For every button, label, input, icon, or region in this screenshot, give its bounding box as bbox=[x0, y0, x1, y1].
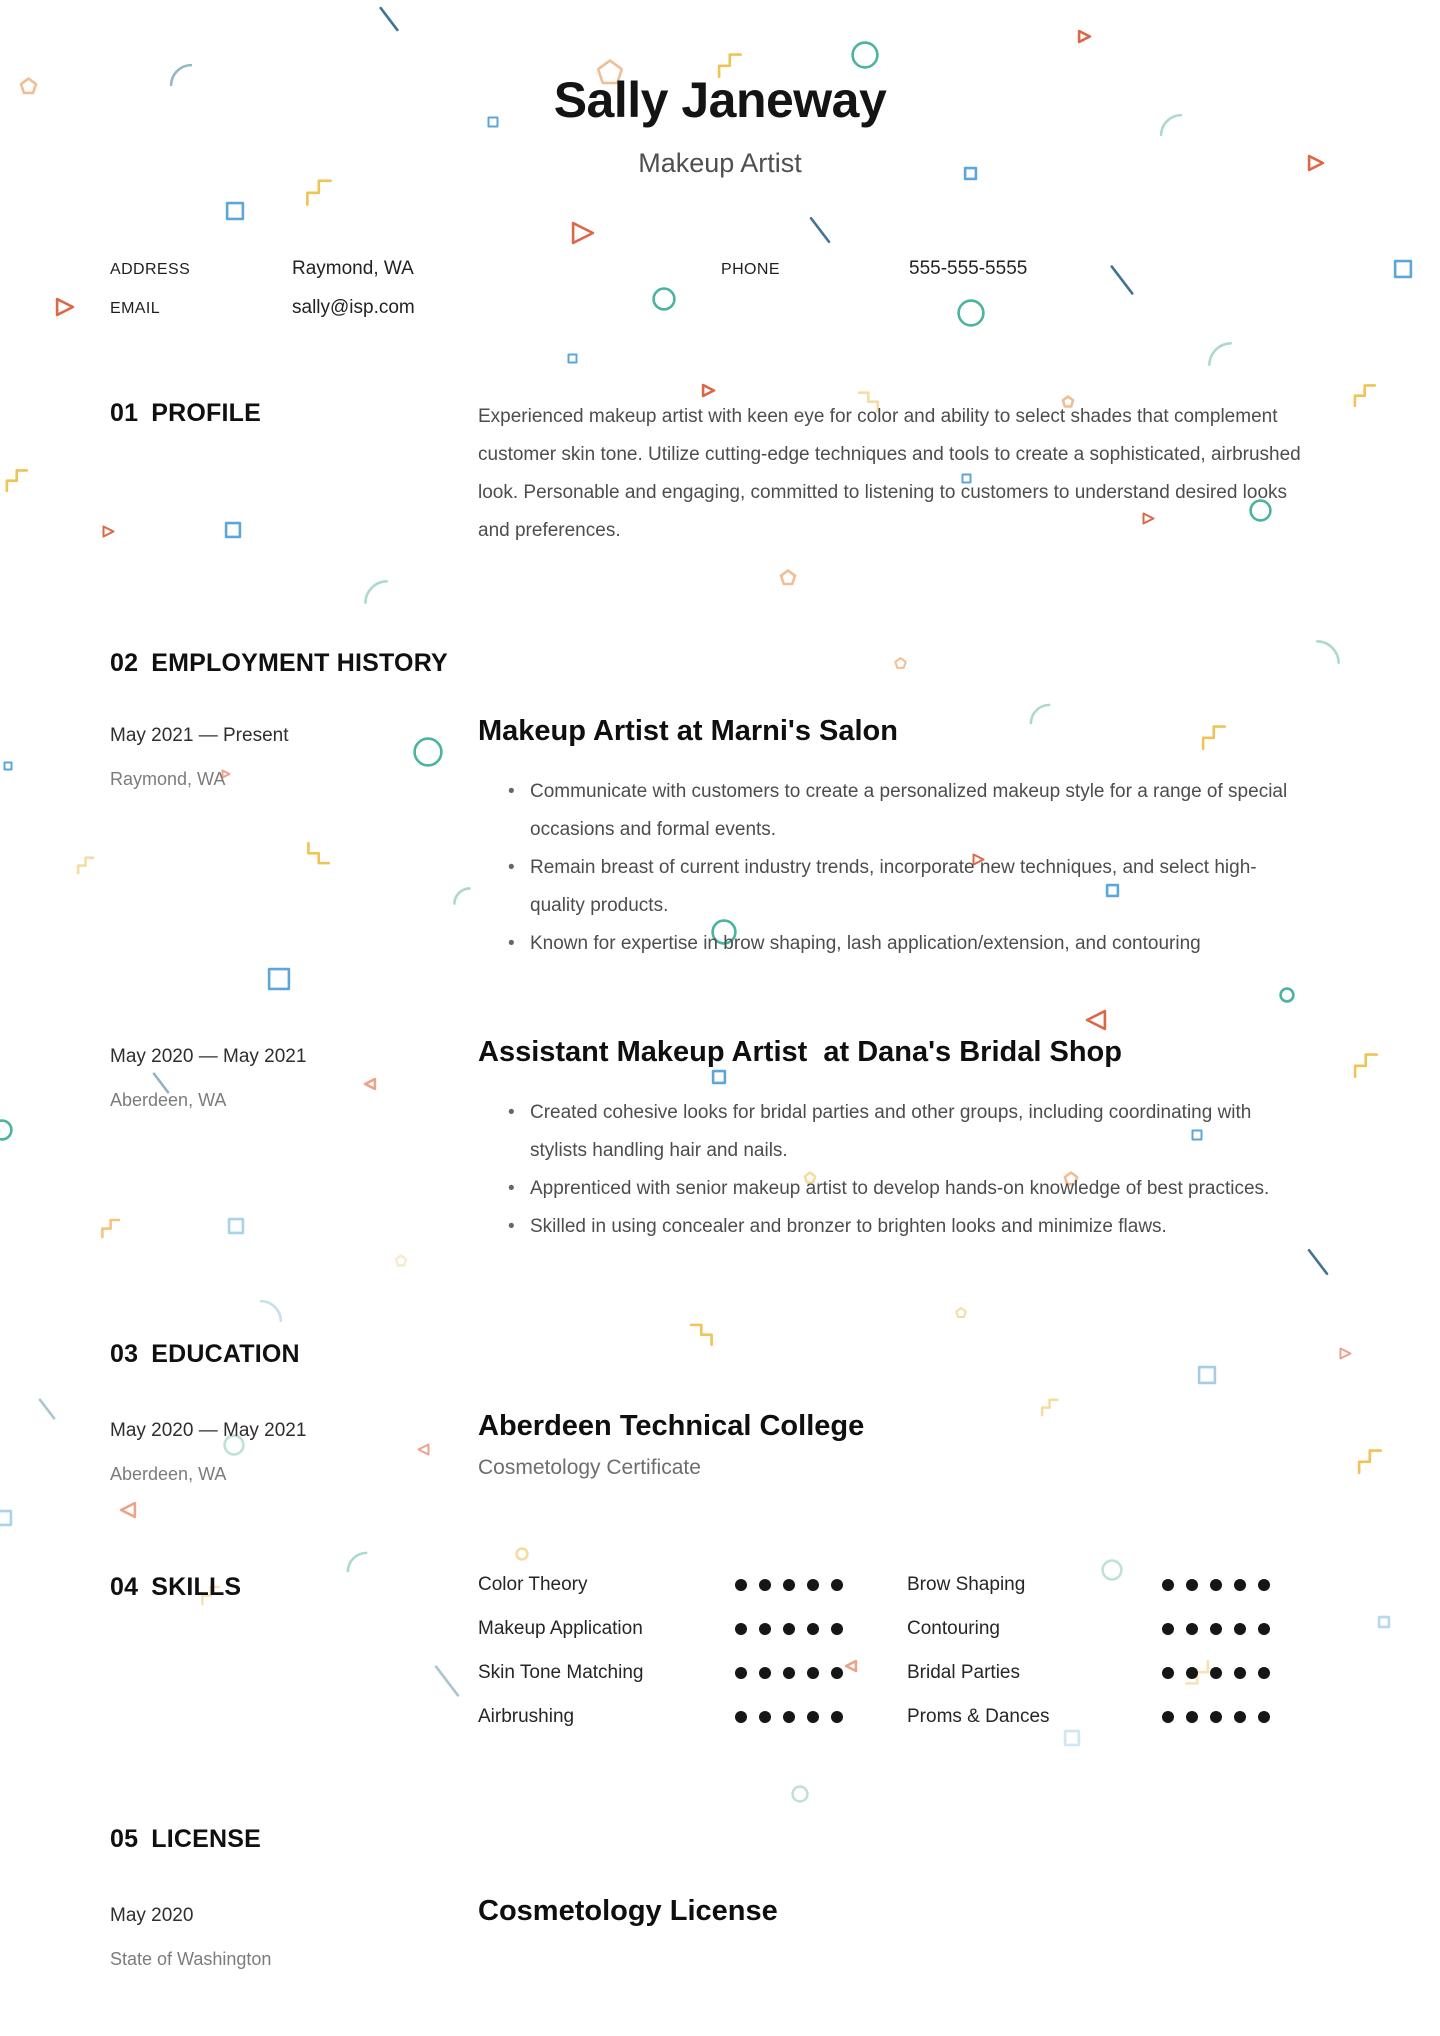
skill-dot bbox=[783, 1667, 795, 1679]
skill-dot bbox=[1258, 1579, 1270, 1591]
education-location: Aberdeen, WA bbox=[110, 1464, 227, 1484]
skill-level-dots bbox=[735, 1572, 907, 1591]
job-dates: May 2021 — Present bbox=[110, 725, 289, 746]
skill-dot bbox=[1210, 1667, 1222, 1679]
confetti-arc-icon bbox=[1206, 340, 1234, 368]
confetti-triangle-icon bbox=[118, 1500, 138, 1520]
job-bullet-list bbox=[478, 773, 1308, 963]
job-bullet: • Remain breast of current industry trends, incorporate new techniques, and select high-quality products. bbox=[530, 849, 1308, 925]
confetti-circle-icon bbox=[1278, 986, 1296, 1004]
skill-name: Brow Shaping bbox=[907, 1574, 1026, 1595]
profile-heading bbox=[110, 398, 478, 428]
confetti-line-icon bbox=[36, 1398, 58, 1420]
education-dates: May 2020 — May 2021 bbox=[110, 1420, 307, 1441]
skill-dot bbox=[807, 1579, 819, 1591]
skill-level-dots bbox=[1162, 1704, 1308, 1723]
address-value: Raymond, WA bbox=[292, 258, 414, 279]
license-heading bbox=[110, 1824, 478, 1854]
confetti-line-icon bbox=[376, 6, 402, 32]
skill-dot bbox=[1186, 1579, 1198, 1591]
confetti-square-icon bbox=[1392, 258, 1414, 280]
section-employment-heading bbox=[110, 648, 1340, 678]
confetti-circle-icon bbox=[514, 1546, 530, 1562]
skill-dot bbox=[1186, 1667, 1198, 1679]
confetti-triangle-icon bbox=[54, 296, 76, 318]
confetti-triangle-icon bbox=[1338, 1346, 1353, 1361]
skill-level-dots bbox=[1162, 1616, 1308, 1635]
skill-name: Skin Tone Matching bbox=[478, 1662, 644, 1683]
section-education-heading bbox=[110, 1339, 1340, 1369]
section-number: 05 bbox=[110, 1825, 139, 1853]
skill-dot bbox=[1210, 1623, 1222, 1635]
section-title: LICENSE bbox=[151, 1825, 261, 1853]
skill-name: Makeup Application bbox=[478, 1618, 643, 1639]
job-location: Aberdeen, WA bbox=[110, 1090, 227, 1110]
education-entry bbox=[110, 1408, 1340, 1486]
skill-dot bbox=[735, 1667, 747, 1679]
skill-level-dots bbox=[1162, 1572, 1308, 1591]
skill-dot bbox=[1234, 1711, 1246, 1723]
confetti-line-icon bbox=[806, 216, 834, 244]
section-title: SKILLS bbox=[151, 1573, 242, 1601]
job-title: Makeup Artist at Marni's Salon bbox=[478, 715, 898, 747]
job-title: Assistant Makeup Artist at Dana's Bridal Shop bbox=[478, 1036, 1122, 1068]
skill-dot bbox=[1162, 1711, 1174, 1723]
section-number: 01 bbox=[110, 399, 139, 427]
skills-heading bbox=[110, 1572, 478, 1602]
confetti-square-icon bbox=[0, 1508, 14, 1528]
skill-dot bbox=[759, 1579, 771, 1591]
section-profile bbox=[110, 398, 1340, 550]
confetti-square-icon bbox=[266, 966, 292, 992]
job-bullet: • Communicate with customers to create a personalized makeup style for a range of special occasions and formal events. bbox=[530, 773, 1308, 849]
skill-level-dots bbox=[1162, 1660, 1308, 1679]
skill-level-dots bbox=[735, 1660, 907, 1679]
section-number: 04 bbox=[110, 1573, 139, 1601]
confetti-triangle-icon bbox=[570, 220, 596, 246]
job-bullet: • Created cohesive looks for bridal parties and other groups, including coordinating with stylists handling hair and nails. bbox=[530, 1094, 1308, 1170]
skill-dot bbox=[1234, 1623, 1246, 1635]
skill-dot bbox=[1258, 1667, 1270, 1679]
employment-heading bbox=[110, 648, 478, 678]
confetti-squiggle-icon bbox=[304, 178, 332, 206]
skill-dot bbox=[1258, 1623, 1270, 1635]
job-subtitle: Makeup Artist bbox=[638, 148, 802, 178]
skill-dot bbox=[783, 1711, 795, 1723]
job-entry bbox=[110, 713, 1340, 963]
contact-strip bbox=[110, 258, 1340, 320]
skill-dot bbox=[783, 1623, 795, 1635]
license-name: Cosmetology License bbox=[478, 1895, 778, 1927]
confetti-circle-icon bbox=[790, 1784, 810, 1804]
skill-dot bbox=[735, 1579, 747, 1591]
skill-name: Color Theory bbox=[478, 1574, 588, 1595]
address-label: ADDRESS bbox=[110, 261, 191, 278]
skill-dot bbox=[1186, 1623, 1198, 1635]
section-number: 02 bbox=[110, 649, 139, 677]
confetti-squiggle-icon bbox=[1352, 383, 1376, 407]
job-bullet: • Apprenticed with senior makeup artist to develop hands-on knowledge of best practices. bbox=[530, 1170, 1308, 1208]
skill-dot bbox=[1234, 1579, 1246, 1591]
skill-dot bbox=[807, 1623, 819, 1635]
skill-dot bbox=[807, 1711, 819, 1723]
job-dates: May 2020 — May 2021 bbox=[110, 1046, 307, 1067]
school-name: Aberdeen Technical College bbox=[478, 1410, 865, 1442]
skill-dot bbox=[759, 1623, 771, 1635]
confetti-arc-icon bbox=[258, 1298, 284, 1324]
confetti-square-icon bbox=[1376, 1614, 1392, 1630]
skill-level-dots bbox=[735, 1704, 907, 1723]
skill-name: Airbrushing bbox=[478, 1706, 575, 1727]
skill-dot bbox=[831, 1667, 843, 1679]
page-title: Sally Janeway bbox=[553, 72, 887, 128]
license-date: May 2020 bbox=[110, 1905, 194, 1926]
confetti-pentagon-icon bbox=[778, 568, 798, 588]
email-label: EMAIL bbox=[110, 300, 161, 317]
skill-level-dots bbox=[735, 1616, 907, 1635]
skill-dot bbox=[1258, 1711, 1270, 1723]
license-issuer: State of Washington bbox=[110, 1949, 272, 1969]
section-title: EMPLOYMENT HISTORY bbox=[151, 649, 448, 677]
skill-dot bbox=[1210, 1711, 1222, 1723]
skill-name: Contouring bbox=[907, 1618, 1000, 1639]
confetti-square-icon bbox=[566, 352, 579, 365]
skill-dot bbox=[735, 1623, 747, 1635]
section-skills bbox=[110, 1572, 1340, 1748]
education-heading bbox=[110, 1339, 478, 1369]
job-bullet: • Known for expertise in brow shaping, lash application/extension, and contouring bbox=[530, 925, 1308, 963]
job-entry bbox=[110, 1034, 1340, 1246]
skill-name: Proms & Dances bbox=[907, 1706, 1050, 1727]
email-value: sally@isp.com bbox=[292, 297, 415, 318]
phone-value: 555-555-5555 bbox=[909, 258, 1028, 279]
section-title: EDUCATION bbox=[151, 1340, 300, 1368]
skill-dot bbox=[735, 1711, 747, 1723]
phone-label: PHONE bbox=[721, 261, 780, 278]
confetti-squiggle-icon bbox=[76, 856, 94, 874]
license-entry bbox=[110, 1893, 1340, 1971]
skill-dot bbox=[1234, 1667, 1246, 1679]
confetti-triangle-icon bbox=[1084, 1008, 1108, 1032]
confetti-circle-icon bbox=[850, 40, 880, 70]
section-number: 03 bbox=[110, 1340, 139, 1368]
skill-dot bbox=[1210, 1579, 1222, 1591]
skill-dot bbox=[1162, 1623, 1174, 1635]
confetti-square-icon bbox=[2, 760, 14, 772]
confetti-square-icon bbox=[224, 200, 246, 222]
job-bullet-list bbox=[478, 1094, 1308, 1246]
confetti-triangle-icon bbox=[1076, 28, 1093, 45]
skill-dot bbox=[831, 1623, 843, 1635]
confetti-squiggle-icon bbox=[4, 468, 28, 492]
skill-dot bbox=[759, 1667, 771, 1679]
skill-dot bbox=[831, 1579, 843, 1591]
job-bullet: • Skilled in using concealer and bronzer to brighten looks and minimize flaws. bbox=[530, 1208, 1308, 1246]
profile-text: Experienced makeup artist with keen eye for color and ability to select shades that complement customer skin tone. Utilize cutting-edge techniques and tools to create a sophisticated, airbrushed look. Personable and engaging, committed to listening to customers to understand desired looks and preferences. bbox=[478, 406, 1301, 541]
confetti-triangle-icon bbox=[700, 382, 717, 399]
confetti-pentagon-icon bbox=[954, 1306, 968, 1320]
skill-dot bbox=[831, 1711, 843, 1723]
skills-grid bbox=[478, 1572, 1308, 1748]
section-license-heading bbox=[110, 1824, 1340, 1854]
skill-dot bbox=[807, 1667, 819, 1679]
skill-dot bbox=[1186, 1711, 1198, 1723]
skill-dot bbox=[1162, 1579, 1174, 1591]
confetti-circle-icon bbox=[0, 1118, 14, 1142]
confetti-arc-icon bbox=[362, 578, 390, 606]
skill-dot bbox=[1162, 1667, 1174, 1679]
degree-name: Cosmetology Certificate bbox=[478, 1456, 701, 1479]
skill-dot bbox=[783, 1579, 795, 1591]
confetti-line-icon bbox=[1304, 1248, 1332, 1276]
confetti-arc-icon bbox=[345, 1550, 369, 1574]
job-location: Raymond, WA bbox=[110, 769, 226, 789]
skill-name: Bridal Parties bbox=[907, 1662, 1020, 1683]
skill-dot bbox=[759, 1711, 771, 1723]
confetti-squiggle-icon bbox=[1352, 1052, 1378, 1078]
confetti-pentagon-icon bbox=[393, 1253, 409, 1269]
confetti-squiggle-icon bbox=[1356, 1448, 1382, 1474]
section-title: PROFILE bbox=[151, 399, 261, 427]
